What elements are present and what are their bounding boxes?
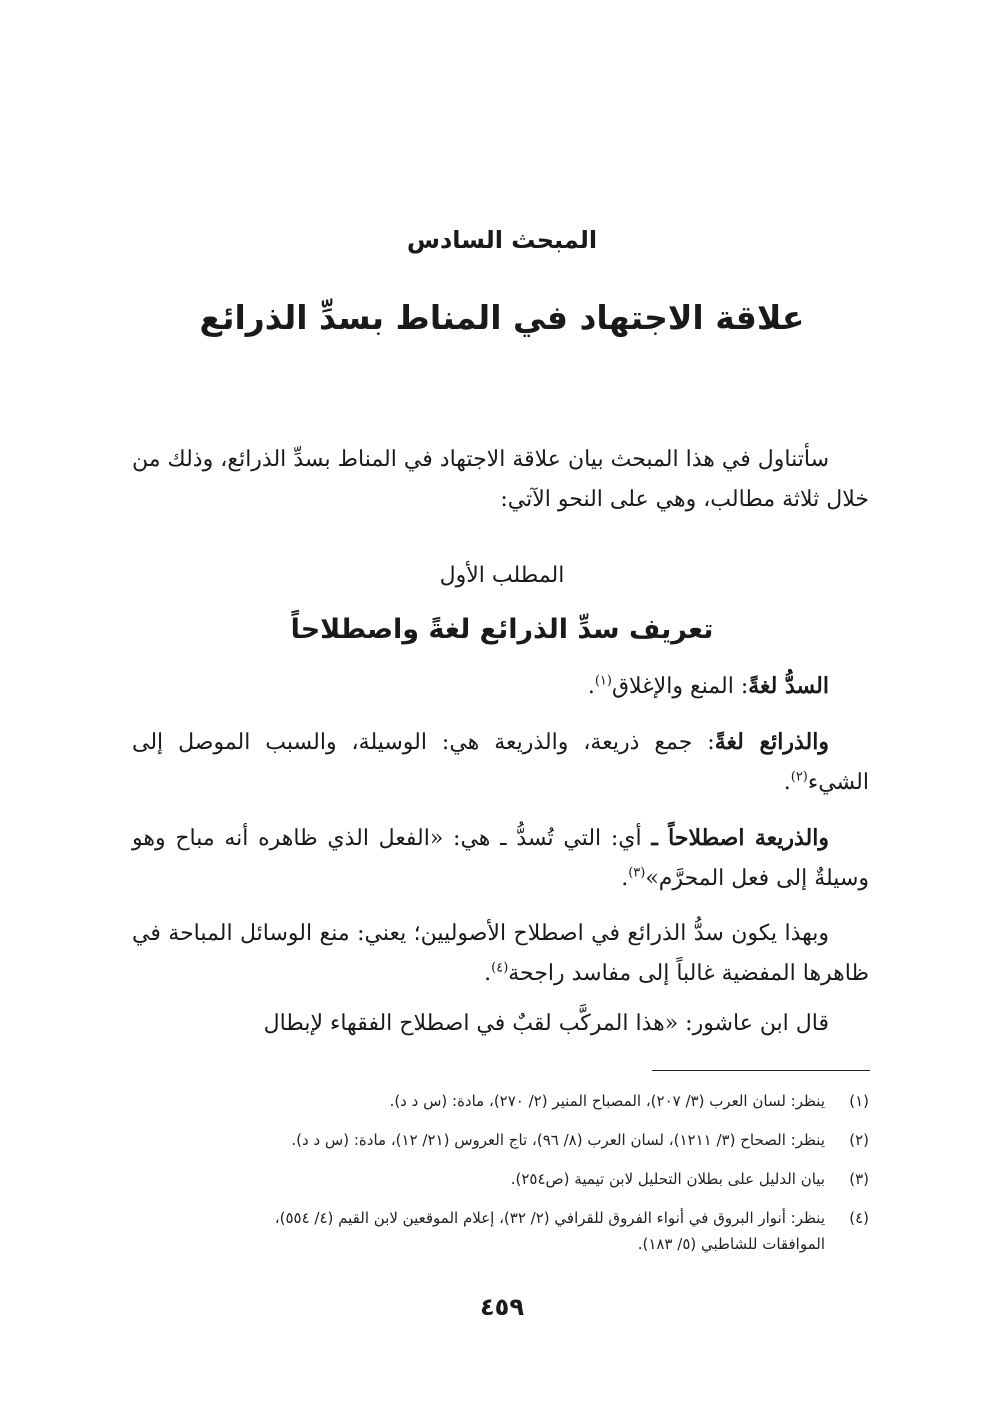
footnote-ref[interactable]: (١) — [594, 673, 612, 689]
footnote-ref[interactable]: (٣) — [628, 865, 646, 881]
definition-paragraph-sadd — [132, 666, 869, 707]
paragraph-end: . — [783, 770, 791, 795]
footnote-number: (٤) — [849, 1209, 869, 1227]
paragraph-text: وبهذا يكون سدُّ الذرائع في اصطلاح الأصوليين؛ يعني: منع الوسائل المباحة في ظاهرها المفضية غالباً إلى مفاسد راجحة — [132, 921, 869, 986]
footnote-3 — [132, 1166, 869, 1192]
paragraph-text: : المنع والإغلاق — [611, 674, 749, 699]
subsection-label: المطلب الأول — [439, 563, 565, 588]
footnote-text: ينظر: أنوار البروق في أنواء الفروق للقرافي (٢/ ٣٢)، إعلام الموقعين لابن القيم (٤/ ٥٥٤)، — [274, 1209, 825, 1227]
footnote-divider — [652, 1070, 870, 1071]
page-number: ٤٥٩ — [480, 1293, 524, 1321]
footnote-number: (٢) — [849, 1131, 869, 1149]
paragraph-text: قال ابن عاشور: «هذا المركَّب لقبٌ في اصطلاح الفقهاء لإبطال — [263, 1011, 829, 1036]
footnote-4 — [132, 1205, 869, 1257]
term-lead: والذريعة اصطلاحاً ـ — [651, 825, 829, 851]
conclusion-paragraph — [132, 914, 869, 994]
footnote-2 — [132, 1127, 869, 1153]
section-title: علاقة الاجتهاد في المناط بسدِّ الذرائع — [199, 298, 805, 337]
footnote-number: (١) — [849, 1092, 869, 1110]
footnote-number: (٣) — [849, 1170, 869, 1188]
paragraph-end: . — [621, 866, 629, 891]
paragraph-text: أي: التي تُسدُّ ـ هي: «الفعل الذي ظاهره أنه مباح وهو وسيلةٌ إلى فعل المحرَّم» — [132, 826, 869, 891]
section-label: المبحث السادس — [406, 226, 598, 254]
footnote-text: بيان الدليل على بطلان التحليل لابن تيمية (ص٢٥٤). — [510, 1170, 825, 1188]
term-lead: والذرائع لغةً — [714, 729, 830, 755]
paragraph-end: . — [587, 674, 595, 699]
footnote-text: ينظر: الصحاح (٣/ ١٢١١)، لسان العرب (٨/ ٩٦)، تاج العروس (٢١/ ١٢)، مادة: (س د د). — [291, 1131, 825, 1149]
paragraph-text: : جمع ذريعة، والذريعة هي: الوسيلة، والسبب الموصل إلى الشيء — [132, 730, 869, 795]
definition-paragraph-dharai — [132, 722, 869, 803]
footnote-text: ينظر: لسان العرب (٣/ ٢٠٧)، المصباح المنير (٢/ ٢٧٠)، مادة: (س د د). — [389, 1092, 825, 1110]
footnote-text-continued: الموافقات للشاطبي (٥/ ١٨٣). — [637, 1235, 825, 1253]
term-lead: السدُّ لغةً — [748, 673, 829, 699]
quote-paragraph — [132, 1004, 869, 1044]
footnote-ref[interactable]: (٤) — [491, 960, 509, 976]
intro-paragraph: سأتناول في هذا المبحث بيان علاقة الاجتهاد في المناط بسدِّ الذرائع، وذلك من خلال ثلاثة مطالب، وهي على النحو الآتي: — [132, 447, 869, 512]
footnote-1 — [132, 1088, 869, 1114]
paragraph-end: . — [484, 961, 492, 986]
definition-paragraph-technical — [132, 818, 869, 899]
subsection-title: تعريف سدِّ الذرائع لغةً واصطلاحاً — [290, 614, 714, 645]
footnote-ref[interactable]: (٢) — [790, 769, 808, 785]
